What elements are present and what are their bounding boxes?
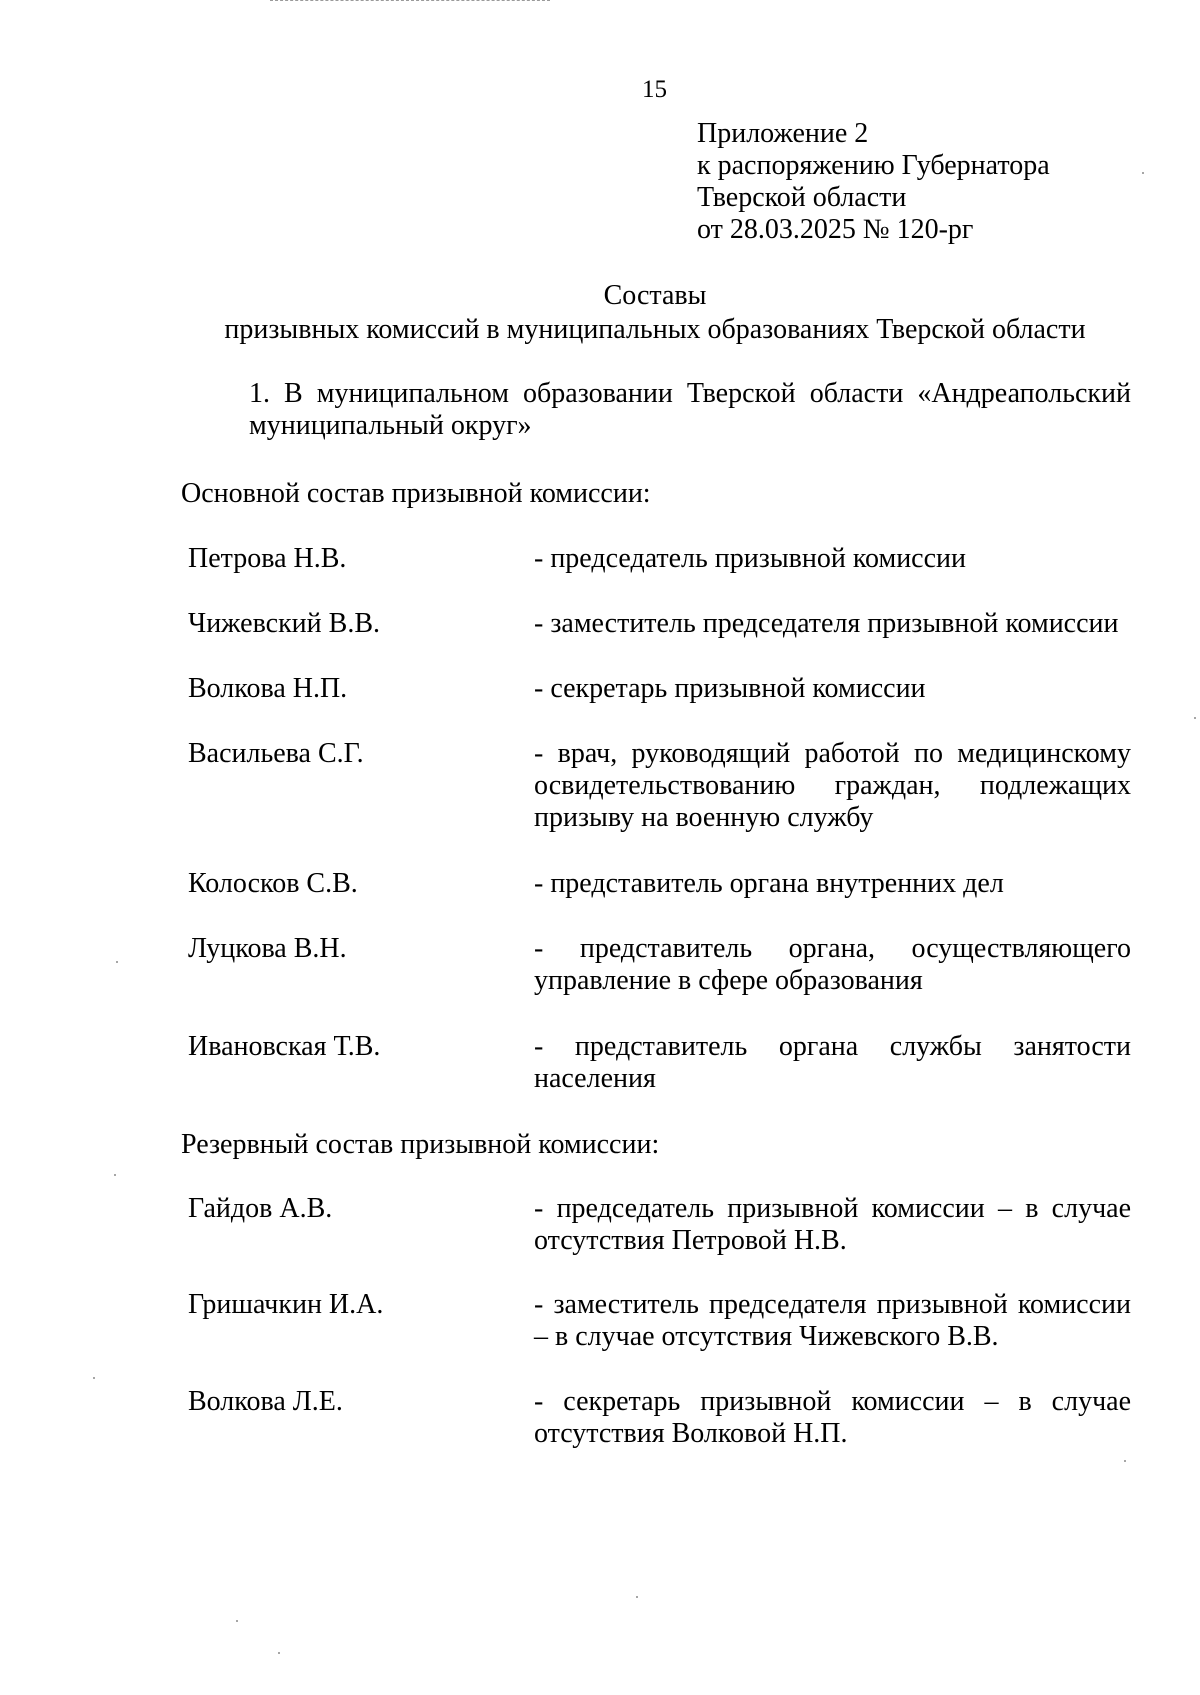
member-role: - врач, руководящий работой по медицинскому освидетельствованию граждан, подлежащих призыву на военную службу xyxy=(534,738,1131,833)
member-name: Гайдов А.В. xyxy=(188,1193,333,1224)
scan-speck xyxy=(636,1596,638,1598)
scan-speck xyxy=(1142,172,1144,174)
member-role: - представитель органа, осуществляющего управление в сфере образования xyxy=(534,933,1131,996)
scan-speck xyxy=(236,1620,238,1622)
member-role: - секретарь призывной комиссии xyxy=(534,673,926,704)
scan-speck xyxy=(1124,1460,1126,1462)
scan-speck xyxy=(114,1174,116,1176)
member-role: - председатель призывной комиссии – в случае отсутствия Петровой Н.В. xyxy=(534,1193,1131,1256)
scan-speck xyxy=(278,1652,280,1654)
appendix-line: Приложение 2 xyxy=(697,118,869,149)
title-line: Составы xyxy=(603,280,707,311)
member-role: - заместитель председателя призывной комиссии – в случае отсутствия Чижевского В.В. xyxy=(534,1289,1131,1352)
scan-speck xyxy=(1194,717,1196,719)
main-section-title: Основной состав призывной комиссии: xyxy=(181,478,651,509)
member-role: - председатель призывной комиссии xyxy=(534,543,967,574)
appendix-line: от 28.03.2025 № 120-рг xyxy=(697,214,974,245)
member-role: - представитель органа службы занятости населения xyxy=(534,1031,1131,1094)
member-role: - секретарь призывной комиссии – в случае отсутствия Волковой Н.П. xyxy=(534,1386,1131,1449)
member-role: - заместитель председателя призывной комиссии xyxy=(534,608,1119,639)
member-name: Волкова Н.П. xyxy=(188,673,348,704)
title-line: призывных комиссий в муниципальных образованиях Тверской области xyxy=(224,314,1086,345)
item-heading xyxy=(181,378,1131,442)
member-name: Чижевский В.В. xyxy=(188,608,380,639)
page-number: 15 xyxy=(642,76,667,103)
appendix-line: к распоряжению Губернатора xyxy=(697,150,1050,181)
item-heading-text: 1. В муниципальном образовании Тверской области «Андреапольский муниципальный округ» xyxy=(249,378,1131,441)
scan-speck xyxy=(93,1377,95,1379)
member-name: Гришачкин И.А. xyxy=(188,1289,384,1320)
appendix-line: Тверской области xyxy=(697,182,907,213)
scan-speck xyxy=(116,961,118,963)
member-name: Луцкова В.Н. xyxy=(188,933,347,964)
member-name: Васильева С.Г. xyxy=(188,738,364,769)
scan-edge-artifact xyxy=(270,0,550,3)
member-name: Колосков С.В. xyxy=(188,868,358,899)
member-name: Петрова Н.В. xyxy=(188,543,347,574)
appendix-block xyxy=(697,118,1050,246)
member-name: Ивановская Т.В. xyxy=(188,1031,381,1062)
member-name: Волкова Л.Е. xyxy=(188,1386,343,1417)
member-role: - представитель органа внутренних дел xyxy=(534,868,1004,899)
reserve-section-title: Резервный состав призывной комиссии: xyxy=(181,1129,660,1160)
document-title xyxy=(0,280,1200,348)
